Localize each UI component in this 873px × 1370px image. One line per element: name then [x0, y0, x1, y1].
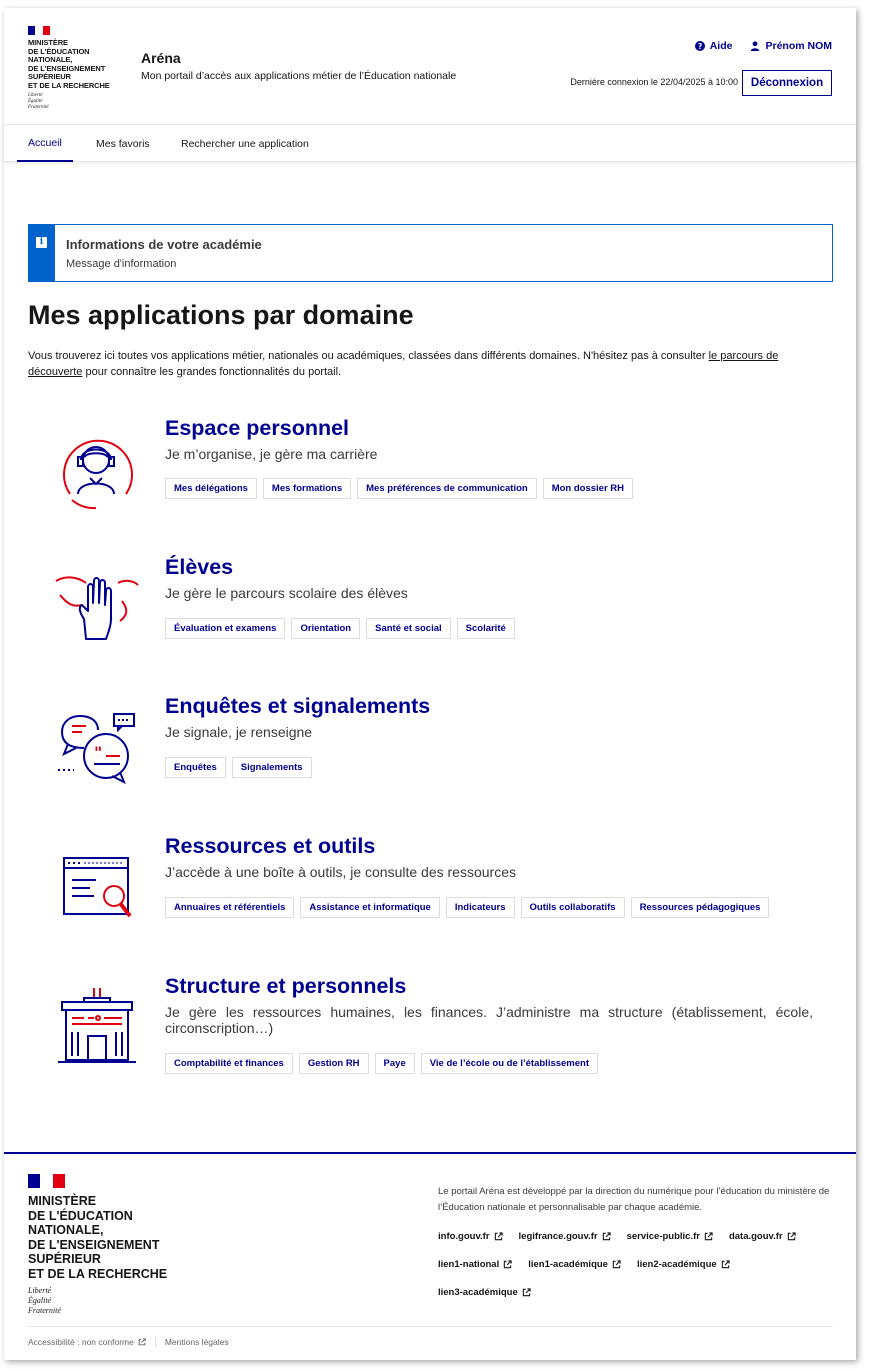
divider: [155, 1337, 156, 1347]
main-navigation: [4, 124, 856, 162]
domain-tags: [165, 1053, 598, 1074]
accessibility-label: Accessibilité : non conforme: [28, 1337, 134, 1347]
tag-comptabilite-finances[interactable]: Comptabilité et finances: [165, 1053, 293, 1074]
tag-paye[interactable]: Paye: [375, 1053, 415, 1074]
intro-before: Vous trouverez ici toutes vos applications métier, nationales ou académiques, classées dans différents domaines. N'hésitez pas à consulter: [28, 350, 709, 362]
domain-tags: [165, 478, 633, 499]
user-icon: [750, 41, 760, 51]
svg-text:?: ?: [697, 42, 702, 51]
info-callout: [28, 224, 833, 282]
tag-annuaires-referentiels[interactable]: Annuaires et référentiels: [165, 897, 294, 918]
external-link-icon: [612, 1260, 621, 1269]
footer-link[interactable]: [519, 1230, 611, 1242]
accessibility-link[interactable]: [28, 1337, 146, 1347]
header: [4, 8, 856, 124]
tag-ressources-pedagogiques[interactable]: Ressources pédagogiques: [631, 897, 770, 918]
footer-link-label: lien1-académique: [528, 1258, 608, 1270]
speech-bubbles-icon: [48, 700, 144, 796]
domain-title[interactable]: Structure et personnels: [165, 974, 407, 998]
question-circle-icon: [695, 41, 705, 51]
discovery-tour-link[interactable]: le parcours de découverte: [28, 350, 779, 378]
footer-link[interactable]: [729, 1230, 796, 1242]
header-tools: [695, 40, 832, 52]
service-title[interactable]: Aréna: [141, 50, 181, 66]
nav-item-accueil[interactable]: Accueil: [17, 125, 73, 162]
footer-link[interactable]: [627, 1230, 713, 1242]
external-link-icon: [721, 1260, 730, 1269]
french-flag-icon: [28, 26, 50, 35]
footer-ministry-name: MINISTÈRE DE L'ÉDUCATION NATIONALE, DE L'ENSEIGNEMENT SUPÉRIEUR ET DE LA RECHERCHE: [28, 1194, 168, 1281]
tag-assistance-informatique[interactable]: Assistance et informatique: [300, 897, 439, 918]
ministry-logo[interactable]: [28, 26, 110, 111]
tag-sante-social[interactable]: Santé et social: [366, 618, 451, 639]
footer-links: [438, 1230, 838, 1298]
tag-mes-delegations[interactable]: Mes délégations: [165, 478, 257, 499]
external-link-icon: [787, 1232, 796, 1241]
tag-preferences-communication[interactable]: Mes préférences de communication: [357, 478, 537, 499]
domain-title[interactable]: Espace personnel: [165, 416, 350, 440]
user-account-link[interactable]: [750, 40, 832, 52]
tag-mes-formations[interactable]: Mes formations: [263, 478, 351, 499]
footer-link-label: lien2-académique: [636, 1258, 717, 1270]
tag-indicateurs[interactable]: Indicateurs: [446, 897, 515, 918]
footer: [4, 1152, 856, 1360]
domain-description: Je gère les ressources humaines, les finances. J’administre ma structure (établissement, école, circonscription…): [165, 1004, 813, 1036]
footer-link[interactable]: [438, 1230, 503, 1242]
browser-search-icon: [48, 840, 144, 936]
external-link-icon: [503, 1260, 512, 1269]
legal-notice-link[interactable]: Mentions légales: [164, 1337, 229, 1347]
info-icon: i: [36, 237, 47, 248]
tag-dossier-rh[interactable]: Mon dossier RH: [543, 478, 633, 499]
external-link-icon: [494, 1232, 503, 1241]
tag-evaluation-examens[interactable]: Évaluation et examens: [165, 618, 285, 639]
external-link-icon: [138, 1338, 146, 1346]
domain-tags: [165, 757, 312, 778]
footer-link-label: legifrance.gouv.fr: [518, 1230, 598, 1242]
svg-text:": ": [94, 743, 103, 762]
domain-description: Je m’organise, je gère ma carrière: [165, 446, 378, 462]
footer-bottom: [28, 1326, 833, 1347]
external-link-icon: [602, 1232, 611, 1241]
french-flag-icon: [28, 1174, 65, 1188]
page: [4, 8, 856, 1360]
person-headset-icon: [48, 422, 144, 518]
footer-link-label: lien3-académique: [438, 1286, 518, 1298]
user-name: Prénom NOM: [765, 40, 832, 52]
external-link-icon: [522, 1288, 531, 1297]
help-link[interactable]: [695, 40, 733, 52]
footer-republic-motto: Liberté Égalité Fraternité: [28, 1286, 61, 1315]
domain-description: J’accède à une boîte à outils, je consulte des ressources: [165, 864, 516, 880]
footer-link-label: lien1-national: [438, 1258, 500, 1270]
callout-title: Informations de votre académie: [66, 237, 262, 252]
footer-ministry-logo[interactable]: [28, 1174, 167, 1316]
service-tagline: Mon portail d’accès aux applications métier de l’Éducation nationale: [141, 70, 457, 82]
tag-signalements[interactable]: Signalements: [232, 757, 312, 778]
last-login-text: Dernière connexion le 22/04/2025 à 10:00: [570, 77, 738, 87]
tag-gestion-rh[interactable]: Gestion RH: [299, 1053, 369, 1074]
footer-link-label: info.gouv.fr: [438, 1230, 490, 1242]
footer-link[interactable]: [438, 1258, 512, 1270]
service-block: [141, 50, 456, 82]
raised-hand-icon: [48, 561, 144, 657]
tag-vie-ecole[interactable]: Vie de l’école ou de l’établissement: [421, 1053, 598, 1074]
school-building-icon: [48, 978, 144, 1074]
footer-link-label: data.gouv.fr: [728, 1230, 783, 1242]
callout-bar: [29, 225, 55, 281]
domain-tags: [165, 897, 769, 918]
ministry-name: MINISTÈRE DE L'ÉDUCATION NATIONALE, DE L'ENSEIGNEMENT SUPÉRIEUR ET DE LA RECHERCHE: [28, 38, 110, 90]
domain-description: Je signale, je renseigne: [165, 724, 313, 740]
page-title: Mes applications par domaine: [28, 300, 414, 330]
footer-link[interactable]: [637, 1258, 730, 1270]
tag-scolarite[interactable]: Scolarité: [457, 618, 515, 639]
footer-link[interactable]: [438, 1286, 838, 1298]
domain-title[interactable]: Ressources et outils: [165, 834, 376, 858]
intro-after: pour connaître les grandes fonctionnalités du portail.: [82, 366, 342, 378]
footer-description: Le portail Aréna est développé par la direction du numérique pour l’éducation du ministère de l’Éducation nationale et personnalisable par chaque académie.: [438, 1186, 830, 1213]
domain-description: Je gère le parcours scolaire des élèves: [165, 585, 408, 601]
tag-outils-collaboratifs[interactable]: Outils collaboratifs: [521, 897, 625, 918]
tag-enquetes[interactable]: Enquêtes: [165, 757, 226, 778]
domain-title[interactable]: Enquêtes et signalements: [165, 694, 431, 718]
footer-link-label: service-public.fr: [626, 1230, 700, 1242]
callout-message: Message d'information: [66, 258, 177, 270]
intro-text: [28, 348, 788, 380]
nav-item-rechercher[interactable]: Rechercher une application: [181, 137, 309, 150]
tag-orientation[interactable]: Orientation: [291, 618, 360, 639]
footer-link[interactable]: [528, 1258, 621, 1270]
nav-item-favoris[interactable]: Mes favoris: [96, 137, 150, 150]
republic-motto: Liberté Égalité Fraternité: [28, 92, 49, 110]
help-label: Aide: [709, 40, 733, 52]
domain-tags: [165, 618, 515, 639]
external-link-icon: [704, 1232, 713, 1241]
logout-button[interactable]: Déconnexion: [742, 70, 832, 96]
domain-title[interactable]: Élèves: [165, 555, 234, 579]
